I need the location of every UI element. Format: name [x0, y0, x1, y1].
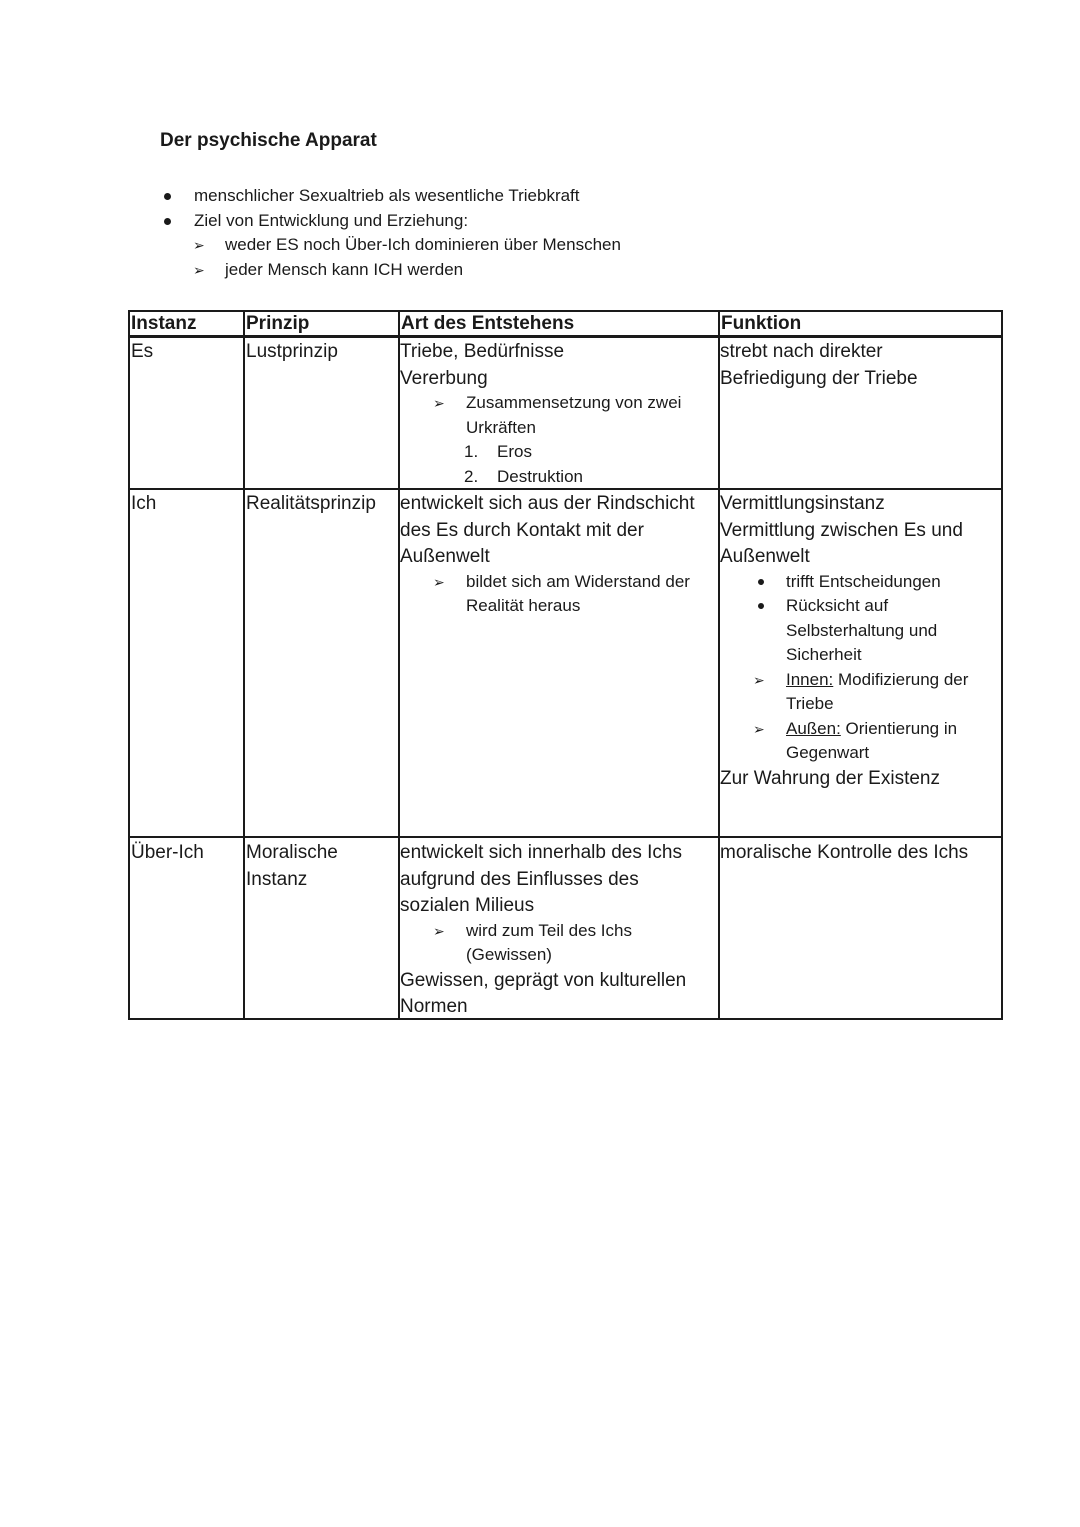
arrow-bullet-icon: ➢	[433, 922, 445, 939]
sub-list-item: ➢ bildet sich am Widerstand der Realität heraus	[433, 571, 690, 615]
column-header-prinzip: Prinzip	[246, 313, 310, 334]
arrow-bullet-icon: ➢	[433, 573, 445, 590]
bullet-dot-icon	[164, 193, 171, 200]
column-header-instanz: Instanz	[131, 313, 197, 334]
ich-funktion: Vermittlungsinstanz Vermittlung zwischen Es und Außenwelt trifft Entscheidungen Rücksicht auf Selbsterhaltung und Sicherheit ➢ Innen: Modifizierung der Triebe ➢ Außen: Orientierung in Gegenwart Zur Wahrung der Existenz	[720, 491, 1002, 792]
ueber-ich-instanz: Über-Ich	[131, 842, 204, 863]
ich-instanz: Ich	[131, 493, 157, 514]
ich-entstehen: entwickelt sich aus der Rindschicht des Es durch Kontakt mit der Außenwelt ➢ bildet sich am Widerstand der Realität heraus	[400, 491, 716, 619]
arrow-bullet-icon: ➢	[753, 720, 765, 737]
sub-list-item: ➢ Außen: Orientierung in Gegenwart	[753, 718, 958, 762]
arrow-bullet-icon: ➢	[753, 671, 765, 688]
ueber-ich-prinzip: Moralische Instanz	[246, 842, 338, 890]
ueber-ich-entstehen: entwickelt sich innerhalb des Ichs aufgrund des Einflusses des sozialen Milieus ➢ wird zum Teil des Ichs (Gewissen) Gewissen, geprägt von kulturellen Normen	[400, 840, 716, 1021]
list-item: Rücksicht auf Selbsterhaltung und Sicherheit	[720, 594, 1002, 668]
bullet-dot-icon	[758, 579, 764, 585]
ueber-ich-funktion: moralische Kontrolle des Ichs	[720, 842, 969, 863]
arrow-bullet-icon: ➢	[433, 395, 445, 411]
es-funktion: strebt nach direkter Befriedigung der Triebe	[720, 341, 918, 389]
sub-list-item: ➢ wird zum Teil des Ichs (Gewissen)	[433, 920, 632, 964]
ich-prinzip: Realitätsprinzip	[246, 493, 376, 514]
sub-list-item: ➢ Zusammensetzung von zwei Urkräften	[433, 393, 682, 437]
arrow-bullet-icon: ➢	[193, 261, 205, 278]
list-item: 1. Eros	[464, 442, 532, 461]
es-instanz: Es	[131, 341, 154, 362]
column-header-entstehen: Art des Entstehens	[401, 313, 575, 334]
es-prinzip: Lustprinzip	[246, 341, 338, 362]
es-entstehen: Triebe, Bedürfnisse Vererbung ➢ Zusammensetzung von zwei Urkräften 1. Eros 2. Destruktion	[400, 339, 716, 489]
arrow-bullet-icon: ➢	[193, 237, 205, 253]
header-divider	[130, 335, 1001, 338]
sub-list-item: ➢ Innen: Modifizierung der Triebe	[753, 669, 969, 713]
column-header-funktion: Funktion	[721, 313, 802, 334]
page-title: Der psychische Apparat	[160, 130, 377, 151]
column-divider	[243, 312, 245, 1018]
bullet-dot-icon	[164, 218, 171, 225]
instanzen-table	[128, 310, 1003, 1020]
bullet-dot-icon	[758, 603, 764, 609]
row-divider	[130, 836, 1001, 838]
list-item: trifft Entscheidungen	[720, 570, 1002, 595]
list-item: 2. Destruktion	[464, 466, 583, 486]
